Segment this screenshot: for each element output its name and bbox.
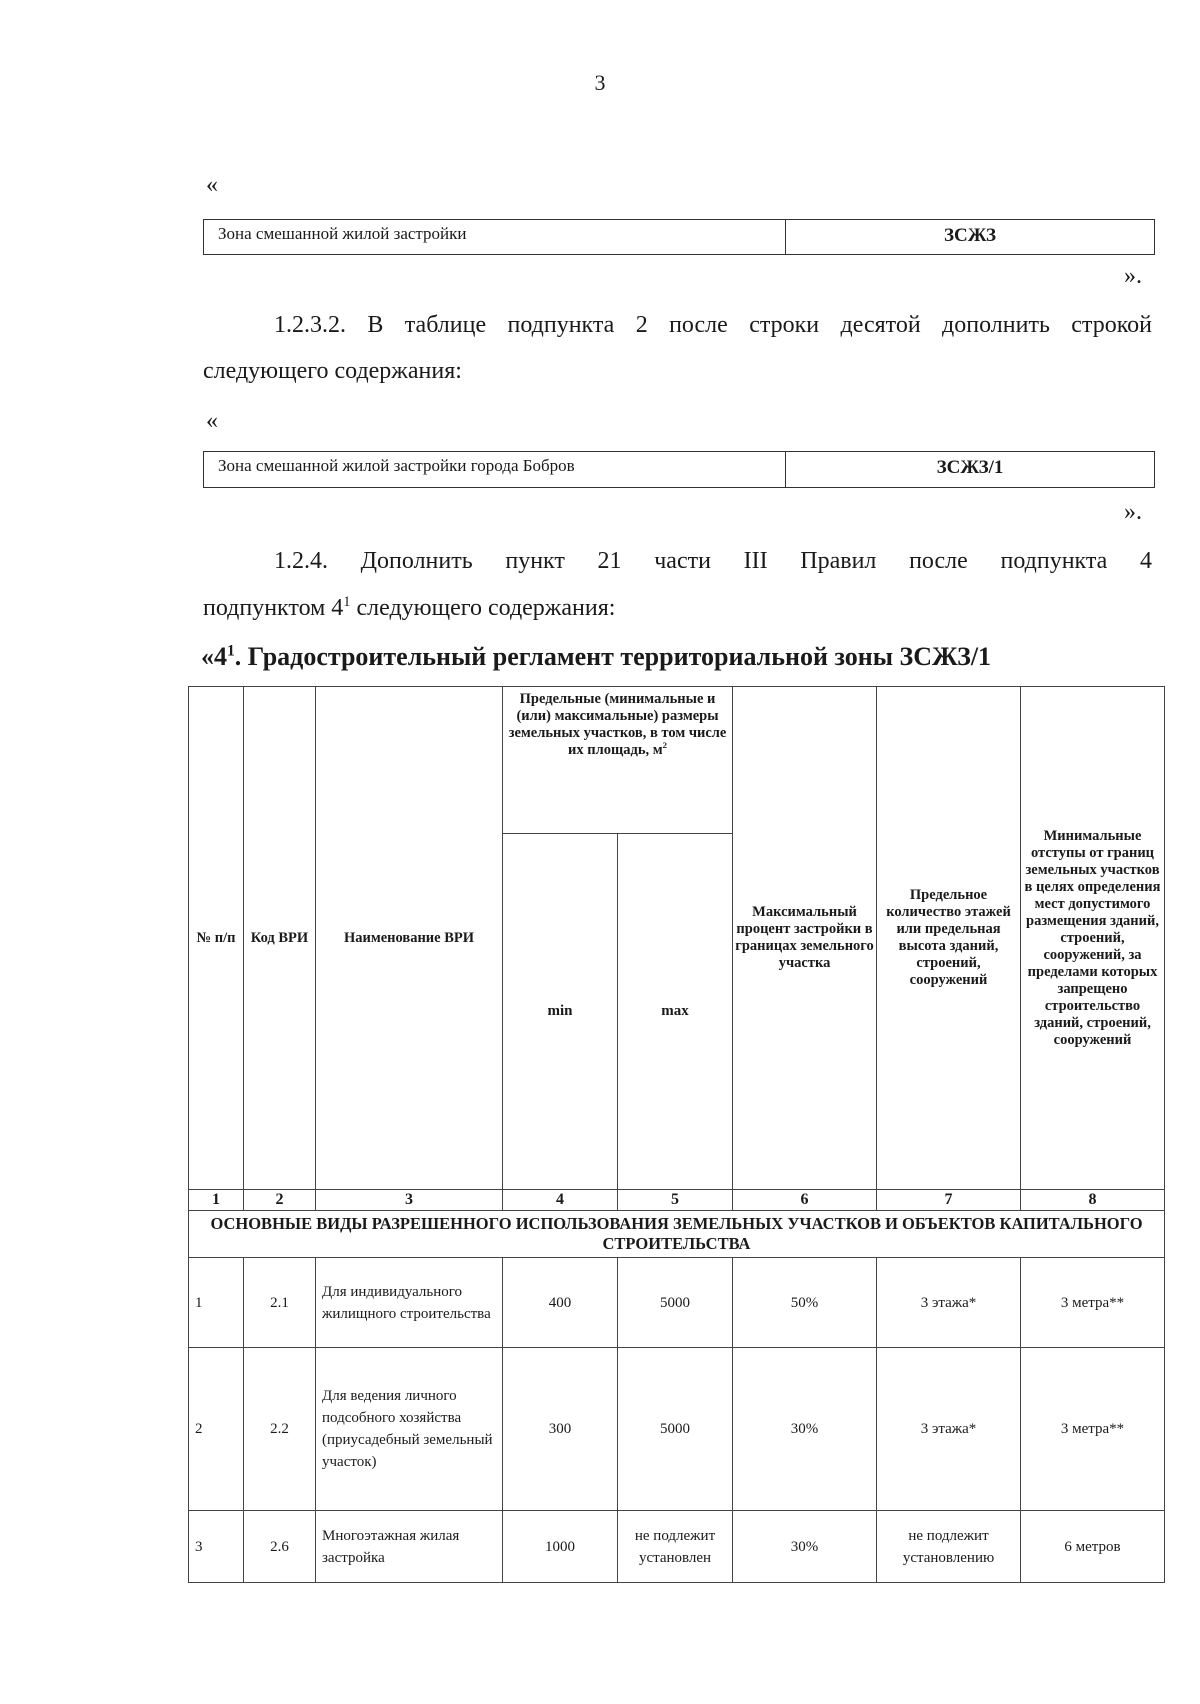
row-code: 2.6 [244, 1511, 316, 1583]
row-floors: 3 этажа* [877, 1348, 1021, 1511]
header-code: Код ВРИ [244, 687, 316, 1190]
zone-code: ЗСЖЗ [943, 225, 997, 246]
header-coverage: Максимальный процент застройки в границах земельного участка [733, 687, 877, 1190]
column-number: 2 [244, 1190, 316, 1211]
row-floors: 3 этажа* [877, 1258, 1021, 1348]
paragraph-1-line-1: 1.2.3.2. В таблице подпункта 2 после строки десятой дополнить строкой [274, 312, 1152, 338]
zone-code: ЗСЖЗ/1 [936, 457, 1004, 478]
table-row [189, 1511, 1165, 1583]
row-name: Для ведения личного подсобного хозяйства (приусадебный земельный участок) [316, 1348, 503, 1511]
row-min: 300 [503, 1348, 618, 1511]
row-max: не подлежит установлен [618, 1511, 733, 1583]
column-number: 5 [618, 1190, 733, 1211]
paragraph-1-line-2: следующего содержания: [203, 358, 462, 384]
row-floors: не подлежит установлению [877, 1511, 1021, 1583]
row-num: 3 [189, 1511, 244, 1583]
page-number: 3 [594, 70, 606, 95]
column-numbers-row [189, 1190, 1165, 1211]
row-code: 2.2 [244, 1348, 316, 1511]
row-min: 400 [503, 1258, 618, 1348]
row-max: 5000 [618, 1258, 733, 1348]
quote-close-2: ». [1124, 499, 1142, 525]
zone-table-2 [203, 451, 1155, 488]
row-num: 2 [189, 1348, 244, 1511]
row-min: 1000 [503, 1511, 618, 1583]
row-setback: 6 метров [1021, 1511, 1165, 1583]
row-coverage: 30% [733, 1348, 877, 1511]
column-number: 6 [733, 1190, 877, 1211]
quote-open-2: « [206, 408, 218, 434]
row-name: Многоэтажная жилая застройка [316, 1511, 503, 1583]
row-setback: 3 метра** [1021, 1348, 1165, 1511]
section-row [189, 1211, 1165, 1258]
header-plot-sizes: Предельные (минимальные и (или) максимальные) размеры земельных участков, в том числе их площадь, $м^2$ [503, 687, 733, 834]
row-coverage: 50% [733, 1258, 877, 1348]
column-number: 1 [189, 1190, 244, 1211]
regulation-table [188, 686, 1165, 1583]
header-max: max [618, 834, 733, 1190]
quote-open-1: « [206, 172, 218, 198]
column-number: 8 [1021, 1190, 1165, 1211]
zone-name: Зона смешанной жилой застройки [204, 220, 786, 254]
zone-name: Зона смешанной жилой застройки города Бобров [204, 452, 786, 487]
column-number: 7 [877, 1190, 1021, 1211]
paragraph-2-line-2: подпунктом $4^1$ следующего содержания: [203, 594, 616, 621]
zone-table-1 [203, 219, 1155, 255]
header-floors: Предельное количество этажей или предельная высота зданий, строений, сооружений [877, 687, 1021, 1190]
table-row [189, 1258, 1165, 1348]
row-code: 2.1 [244, 1258, 316, 1348]
paragraph-2-line-1: 1.2.4. Дополнить пункт 21 части III Правил после подпункта 4 [274, 548, 1152, 574]
header-setback: Минимальные отступы от границ земельных участков в целях определения мест допустимого размещения зданий, строений, сооружений, за пределами которых запрещено строительство зданий, строений, сооружений [1021, 687, 1165, 1190]
section-title: ОСНОВНЫЕ ВИДЫ РАЗРЕШЕННОГО ИСПОЛЬЗОВАНИЯ ЗЕМЕЛЬНЫХ УЧАСТКОВ И ОБЪЕКТОВ КАПИТАЛЬНОГО СТРОИТЕЛЬСТВА [189, 1211, 1165, 1258]
column-number: 4 [503, 1190, 618, 1211]
row-coverage: 30% [733, 1511, 877, 1583]
row-num: 1 [189, 1258, 244, 1348]
quote-close-1: ». [1124, 263, 1142, 289]
header-name: Наименование ВРИ [316, 687, 503, 1190]
row-name: Для индивидуального жилищного строительства [316, 1258, 503, 1348]
row-max: 5000 [618, 1348, 733, 1511]
header-num: № п/п [189, 687, 244, 1190]
column-number: 3 [316, 1190, 503, 1211]
section-heading: «$4^1$. Градостроительный регламент территориальной зоны ЗСЖЗ/1 [201, 642, 992, 671]
header-min: min [503, 834, 618, 1190]
table-row [189, 1348, 1165, 1511]
row-setback: 3 метра** [1021, 1258, 1165, 1348]
